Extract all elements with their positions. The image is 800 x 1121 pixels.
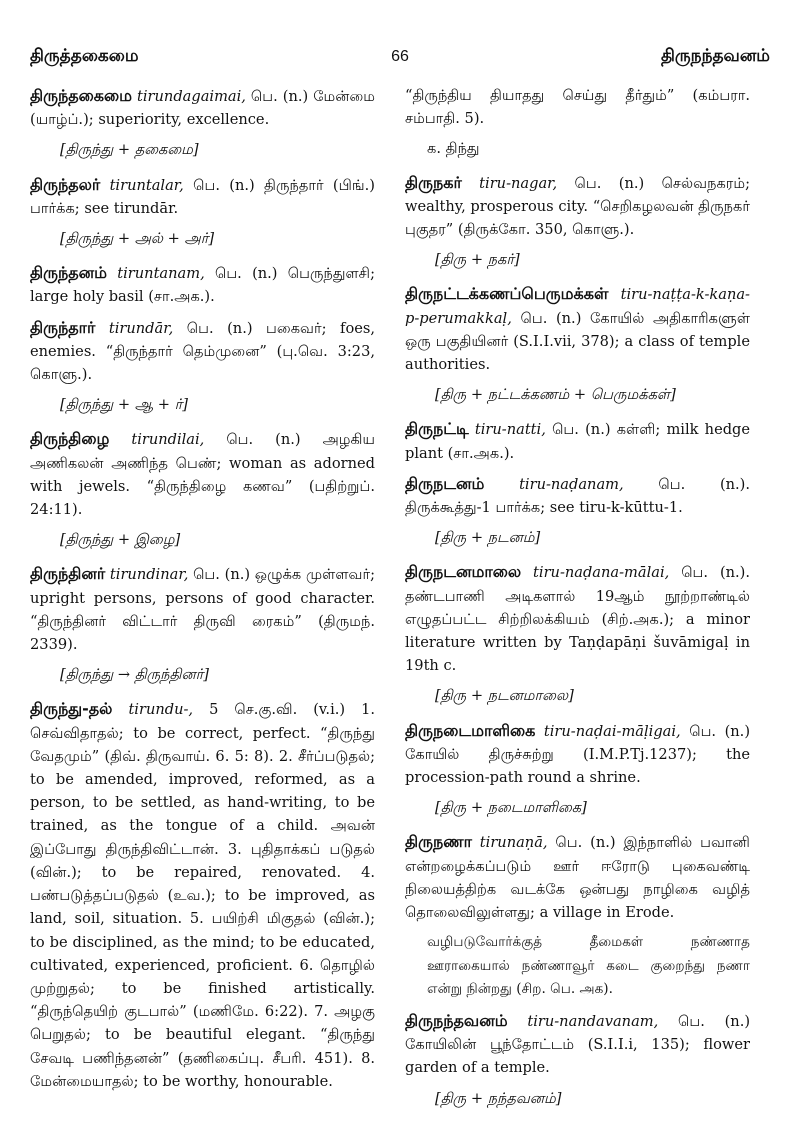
definition: பெ. (n.) செல்வநகரம்; wealthy, prosperous city. “செறிகழலவன் திருநகர் புகுதர” (திருக்கோ. 350, கொளு.). bbox=[405, 174, 750, 239]
transliteration: tiruntanam, bbox=[117, 265, 205, 283]
etymology: [திரு + நடைமாளிகை] bbox=[435, 799, 587, 817]
headword: திருந்தலர் bbox=[30, 174, 101, 194]
etymology: [திரு + நகர்] bbox=[435, 251, 520, 269]
definition: பெ. (n.) பகைவர்; foes, enemies. “திருந்தார் தெம்முனை” (பு.வெ. 3:23, கொளு.). bbox=[30, 319, 376, 384]
entry bbox=[30, 84, 375, 131]
entry bbox=[30, 316, 375, 387]
entry bbox=[405, 719, 750, 790]
transliteration: tirundu-, bbox=[128, 701, 194, 719]
etymology: [திருந்து + அல் + அர்] bbox=[60, 230, 215, 248]
transliteration: tirundilai, bbox=[131, 431, 205, 449]
headword: திருநந்தவனம் bbox=[405, 1010, 508, 1030]
etymology: [திரு + நடனம்] bbox=[435, 529, 541, 547]
header-left-guideword: திருத்தகைமை bbox=[30, 46, 139, 66]
headword: திருந்தகைமை bbox=[30, 86, 133, 105]
entry bbox=[30, 427, 375, 521]
definition: பெ. (n.) ஒழுக்க முள்ளவர்; upright persons, persons of good character. “திருந்தினர் விட்டார் திருவி ரைகம்” (திருமந். 2339). bbox=[30, 566, 376, 654]
headword: திருந்தினர் bbox=[30, 564, 106, 584]
etymology: [திருந்து + ஆ + ர்] bbox=[60, 396, 188, 414]
definition: பெ. (n.) பெருந்துளசி; large holy basil (சா.அக.). bbox=[30, 265, 376, 306]
definition: பெ. (n.) கோயில் திருச்சுற்று (I.M.P.Tj.1237); the procession-path round a shrine. bbox=[405, 722, 751, 787]
entry bbox=[405, 171, 750, 242]
right-column bbox=[405, 84, 750, 1121]
etymology: [திரு + நந்தவனம்] bbox=[435, 1089, 562, 1107]
definition: பெ. (n.) அழகிய அணிகலன் அணிந்த பெண்; woman as adorned with jewels. “திருந்திழை கணவ” (பதிற்றுப். 24:11). bbox=[30, 431, 376, 519]
entry bbox=[30, 173, 375, 220]
headword: திருநகர் bbox=[405, 172, 462, 192]
transliteration: tirundār, bbox=[108, 319, 174, 337]
headword: திருநணா bbox=[405, 832, 472, 852]
transliteration: tirundinar, bbox=[109, 566, 189, 584]
transliteration: tiru-natti, bbox=[474, 421, 546, 439]
left-column bbox=[30, 84, 375, 1100]
transliteration: tiru-nagar, bbox=[479, 174, 558, 192]
headword: திருநட்டக்கணப்பெருமக்கள் bbox=[405, 284, 609, 304]
quotation: “திருந்திய தியாதது செய்து தீர்தும்” (கம்பரா. சம்பாதி. 5). bbox=[405, 87, 750, 128]
transliteration: tiru-naḍana-mālai, bbox=[533, 564, 670, 582]
etymology: [திருந்து → திருந்தினர்] bbox=[60, 666, 209, 684]
entry bbox=[405, 282, 750, 376]
etymology: [திரு + நட்டக்கணம் + பெருமக்கள்] bbox=[435, 386, 676, 404]
headword: திருநடனம் bbox=[405, 473, 485, 493]
transliteration: tirundagaimai, bbox=[137, 88, 246, 105]
definition: பெ. (n.). திருக்கூத்து-1 பார்க்க; see tiru-k-kūttu-1. bbox=[405, 475, 751, 517]
headword: திருநடைமாளிகை bbox=[405, 720, 536, 740]
entry bbox=[405, 1009, 750, 1080]
header-right-guideword: திருநந்தவனம் bbox=[660, 46, 770, 66]
definition: பெ. (n.) கோயில் அதிகாரிகளுள் ஒரு பகுதியினர் (S.I.I.vii, 378); a class of temple authorities. bbox=[405, 309, 750, 374]
transliteration: tiru-naṭṭa-k-kaṇa-p-perumakkaḷ, bbox=[405, 286, 750, 327]
transliteration: tiru-naḍai-māḷigai, bbox=[543, 722, 681, 740]
transliteration: tirunaṇā, bbox=[479, 834, 548, 852]
headword: திருந்தார் bbox=[30, 317, 96, 337]
headword: திருந்தனம் bbox=[30, 263, 108, 283]
transliteration: tiru-naḍanam, bbox=[519, 475, 624, 493]
entry bbox=[405, 560, 750, 677]
transliteration: tiruntalar, bbox=[109, 176, 184, 194]
page-header bbox=[30, 46, 770, 72]
entry bbox=[30, 261, 375, 308]
definition: பெ. (n.) இந்நாளில் பவானி என்றழைக்கப்படும் ஊர் ஈரோடு புகைவண்டி நிலையத்திற்க வடக்கே ஒன்பது நாழிகை வழித் தொலைவிலுள்ளது; a village in Erode. bbox=[405, 834, 751, 922]
etymology: [திருந்து + தகைமை] bbox=[60, 141, 199, 159]
page-number: 66 bbox=[391, 48, 409, 65]
definition: 5 செ.கு.வி. (v.i.) 1. செவ்விதாதல்; to be correct, perfect. “திருந்து வேதமும்” (திவ். திருவாய். 6. 5: 8). 2. சீர்ப்படுதல்; to be amended, improved, reformed, as a person, to be settled, as hand-writing, to be trained, as the tongue of a child. அவன் இப்போது திருந்திவிட்டான். 3. புதிதாக்கப் படுதல் (வின்.); to be repaired, renovated. 4. பண்படுத்தப்படுதல் (உவ.); to be improved, as land, soil, situation. 5. பயிற்சி மிகுதல் (வின்.); to be disciplined, as the mind; to be educated, cultivated, experienced, proficient. 6. தொழில் முற்றுதல்; to be finished artistically. “திருந்தெயிற் குடபால்” (மணிமே. 6:22). 7. அழகு பெறுதல்; to be beautiful elegant. “திருந்து சேவடி பணிந்தனன்” (தணிகைப்பு. சீபரி. 451). 8. மேன்மையாதல்; to be worthy, honourable. bbox=[30, 701, 375, 1090]
entry bbox=[30, 562, 375, 656]
entry bbox=[30, 697, 375, 1092]
definition: பெ. (n.) கள்ளி; milk hedge plant (சா.அக.). bbox=[405, 421, 751, 462]
entry bbox=[405, 830, 750, 924]
transliteration: tiru-nandavanam, bbox=[527, 1012, 659, 1030]
entry bbox=[405, 417, 750, 464]
definition: பெ. (n.) கோயிலின் பூந்தோட்டம் (S.I.I.i, 135); flower garden of a temple. bbox=[405, 1012, 751, 1077]
headword: திருநடனமாலை bbox=[405, 562, 522, 582]
definition: பெ. (n.) மேன்மை (யாழ்ப்.); superiority, excellence. bbox=[30, 88, 376, 129]
etymology: [திரு + நடனமாலை] bbox=[435, 687, 574, 705]
headword: திருந்து-தல் bbox=[30, 699, 113, 719]
etymology: [திருந்து + இழை] bbox=[60, 531, 181, 549]
headword: திருநட்டி bbox=[405, 419, 469, 439]
headword: திருந்திழை bbox=[30, 429, 110, 449]
cognate-note: க. திந்து bbox=[427, 140, 480, 158]
entry bbox=[405, 472, 750, 519]
definition: பெ. (n.) திருந்தார் (பிங்.) பார்க்க; see tirundār. bbox=[30, 176, 376, 217]
definition: பெ. (n.). தண்டபாணி அடிகளால் 19ஆம் நூற்றாண்டில் எழுதப்பட்ட சிற்றிலக்கியம் (சிற்.அக.); a minor literature written by Taṇḍapāṇi šuvāmigaḷ in 19th c. bbox=[405, 564, 751, 675]
quotation: வழிபடுவோர்க்குத் தீமைகள் நண்ணாத ஊராகையால் நண்ணாவூர் கடை குறைந்து நணா என்று நின்றது (சிற. பெ. அக). bbox=[427, 934, 750, 997]
